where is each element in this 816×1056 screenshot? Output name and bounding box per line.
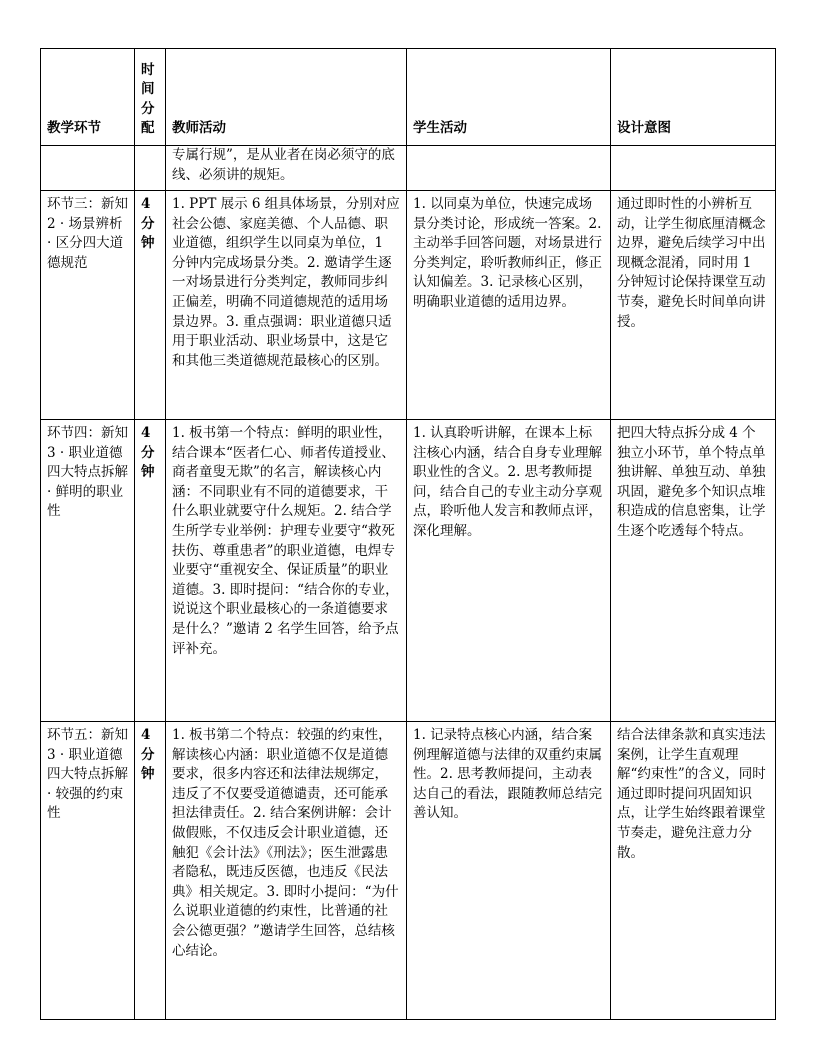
teacher-activity-cell: 1. 板书第一个特点：鲜明的职业性，结合课本“医者仁心、师者传道授业、商者童叟无欺”的名言，解读核心内涵：不同职业有不同的道德要求，干什么职业就要守什么规矩。2. 结合学生所学专业举例：护理专业要守“救死扶伤、尊重患者”的职业道德，电焊专业要守“重视安全、保证质量”的职业道德。3. 即时提问：“结合你的专业，说说这个职业最核心的一条道德要求是什么？”邀请 2 名学生回答，给予点评补充。 — [166, 420, 407, 722]
stage-cell: 环节三：新知 2 · 场景辨析 · 区分四大道德规范 — [41, 191, 135, 420]
header-student: 学生活动 — [407, 49, 611, 146]
teacher-activity-cell: 1. 板书第二个特点：较强的约束性，解读核心内涵：职业道德不仅是道德要求，很多内容还和法律法规绑定，违反了不仅要受道德谴责，还可能承担法律责任。2. 结合案例讲解：会计做假账，不仅违反会计职业道德，还触犯《会计法》《刑法》；医生泄露患者隐私，既违反医德，也违反《民法典》相关规定。3. 即时小提问：“为什么说职业道德的约束性，比普通的社会公德更强？”邀请学生回答，总结核心结论。 — [166, 722, 407, 1020]
time-cell — [135, 146, 166, 191]
stage-cell: 环节四：新知 3 · 职业道德四大特点拆解 · 鲜明的职业性 — [41, 420, 135, 722]
header-stage: 教学环节 — [41, 49, 135, 146]
table-row — [41, 146, 776, 191]
design-intent-cell: 把四大特点拆分成 4 个独立小环节，单个特点单独讲解、单独互动、单独巩固，避免多个知识点堆积造成的信息密集，让学生逐个吃透每个特点。 — [611, 420, 776, 722]
student-activity-cell — [407, 146, 611, 191]
table-row — [41, 722, 776, 1020]
stage-cell: 环节五：新知 3 · 职业道德四大特点拆解 · 较强的约束性 — [41, 722, 135, 1020]
header-teacher: 教师活动 — [166, 49, 407, 146]
lesson-plan-table — [40, 48, 776, 1020]
teacher-activity-cell: 专属行规”，是从业者在岗必须守的底线、必须讲的规矩。 — [166, 146, 407, 191]
design-intent-cell: 通过即时性的小辨析互动，让学生彻底厘清概念边界，避免后续学习中出现概念混淆，同时用 1 分钟短讨论保持课堂互动节奏，避免长时间单向讲授。 — [611, 191, 776, 420]
time-cell: 4 分钟 — [135, 722, 166, 1020]
student-activity-cell: 1. 认真聆听讲解，在课本上标注核心内涵，结合自身专业理解职业性的含义。2. 思考教师提问，结合自己的专业主动分享观点，聆听他人发言和教师点评，深化理解。 — [407, 420, 611, 722]
student-activity-cell: 1. 以同桌为单位，快速完成场景分类讨论，形成统一答案。2. 主动举手回答问题，对场景进行分类判定，聆听教师纠正，修正认知偏差。3. 记录核心区别，明确职业道德的适用边界。 — [407, 191, 611, 420]
header-row — [41, 49, 776, 146]
table-row — [41, 420, 776, 722]
design-intent-cell: 结合法律条款和真实违法案例，让学生直观理解“约束性”的含义，同时通过即时提问巩固知识点，让学生始终跟着课堂节奏走，避免注意力分散。 — [611, 722, 776, 1020]
design-intent-cell — [611, 146, 776, 191]
header-intent: 设计意图 — [611, 49, 776, 146]
student-activity-cell: 1. 记录特点核心内涵，结合案例理解道德与法律的双重约束属性。2. 思考教师提问，主动表达自己的看法，跟随教师总结完善认知。 — [407, 722, 611, 1020]
time-cell: 4 分钟 — [135, 191, 166, 420]
header-time: 时间分配 — [135, 49, 166, 146]
teacher-activity-cell: 1. PPT 展示 6 组具体场景，分别对应社会公德、家庭美德、个人品德、职业道德，组织学生以同桌为单位，1 分钟内完成场景分类。2. 邀请学生逐一对场景进行分类判定，教师同步纠正偏差，明确不同道德规范的适用场景边界。3. 重点强调：职业道德只适用于职业活动、职业场景中，这是它和其他三类道德规范最核心的区别。 — [166, 191, 407, 420]
stage-cell — [41, 146, 135, 191]
time-cell: 4 分钟 — [135, 420, 166, 722]
table-row — [41, 191, 776, 420]
